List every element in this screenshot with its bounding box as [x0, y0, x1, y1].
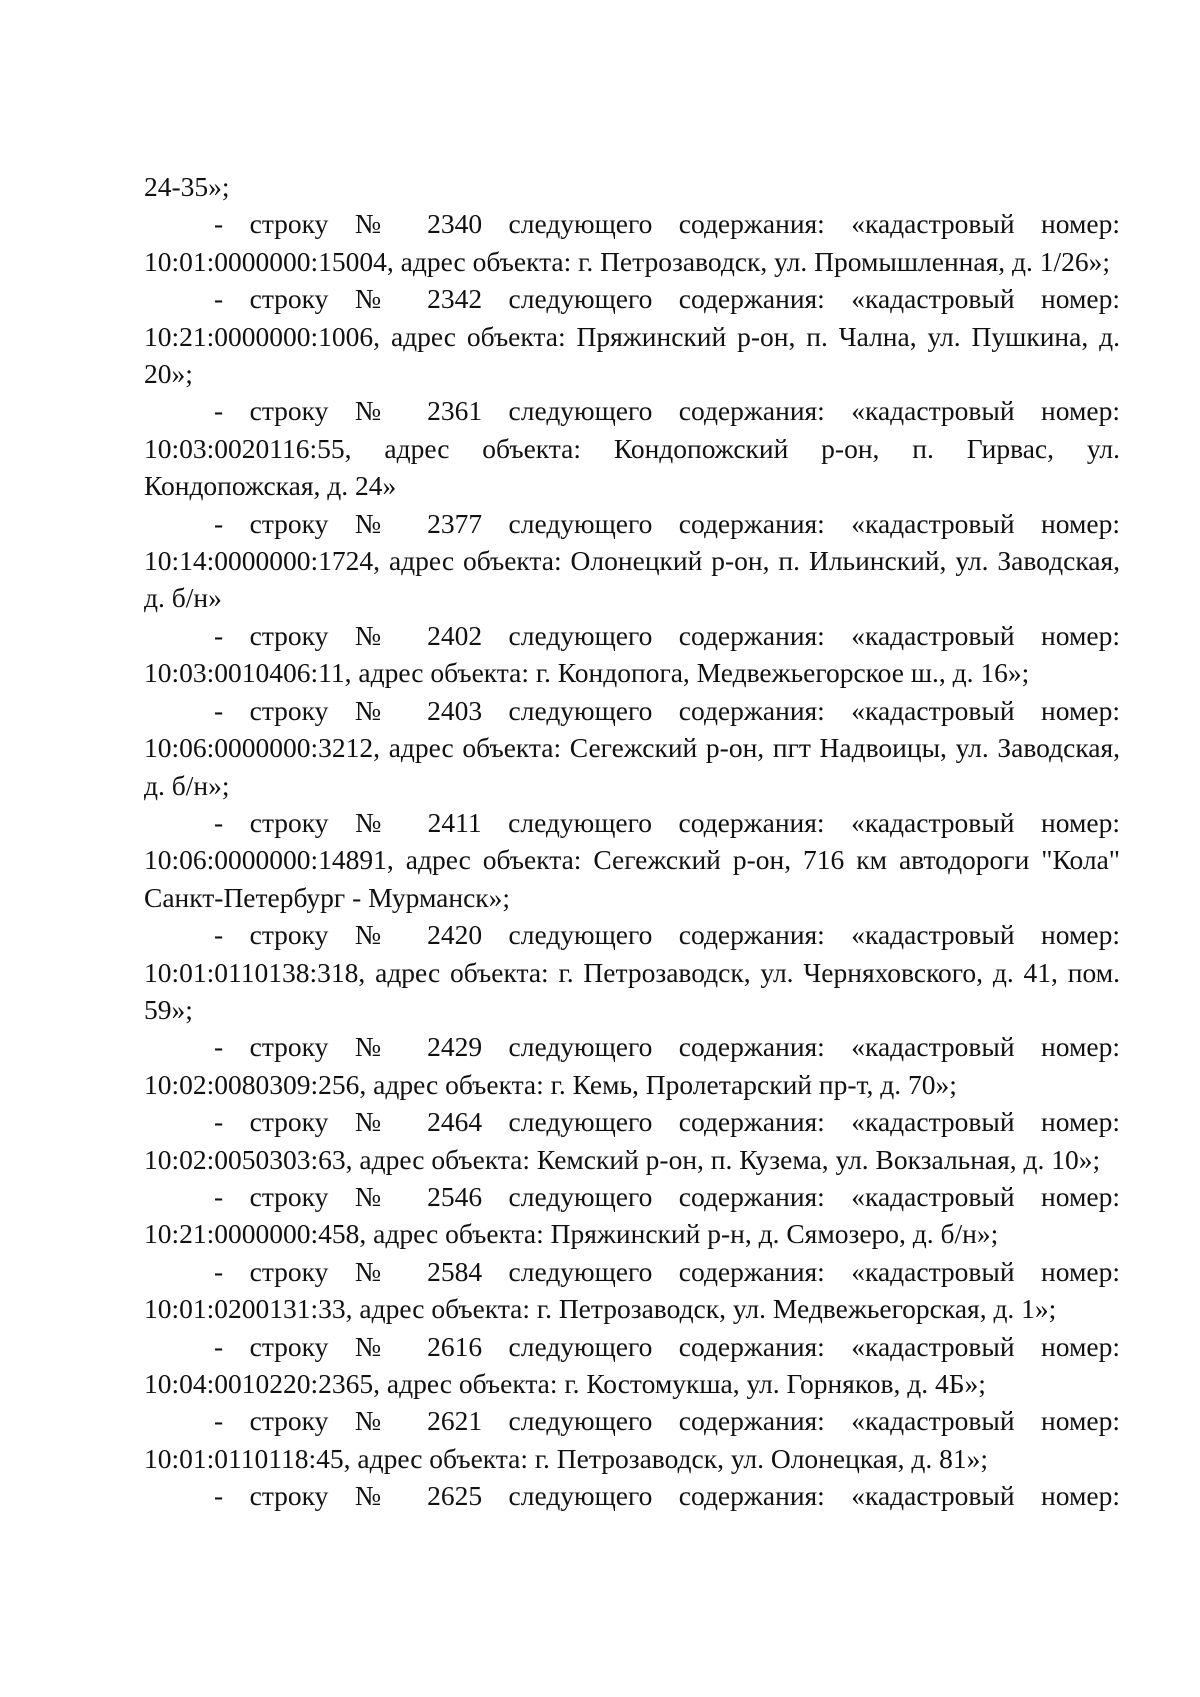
paragraph-row-2411: - строку № 2411 следующего содержания: «кадастровый номер: 10:06:0000000:14891, адрес объекта: Сегежский р-он, 716 км автодороги "Кола" Санкт-Петербург - Мурманск»; — [144, 806, 1120, 913]
paragraph-row-2403: - строку № 2403 следующего содержания: «кадастровый номер: 10:06:0000000:3212, адрес объекта: Сегежский р-он, пгт Надвоицы, ул. Заводская, д. б/н»; — [144, 694, 1120, 801]
paragraph-row-2616: - строку № 2616 следующего содержания: «кадастровый номер: 10:04:0010220:2365, адрес объекта: г. Костомукша, ул. Горняков, д. 4Б»; — [144, 1330, 1120, 1399]
paragraph-row-2464: - строку № 2464 следующего содержания: «кадастровый номер: 10:02:0050303:63, адрес объекта: Кемский р-он, п. Кузема, ул. Вокзальная, д. 10»; — [144, 1106, 1120, 1175]
continuation-line: 24-35»; — [144, 171, 230, 202]
paragraph-row-2361: - строку № 2361 следующего содержания: «кадастровый номер: 10:03:0020116:55, адрес объекта: Кондопожский р-он, п. Гирвас, ул. Кондопожская, д. 24» — [144, 395, 1120, 502]
paragraph-row-2340: - строку № 2340 следующего содержания: «кадастровый номер: 10:01:0000000:15004, адрес объекта: г. Петрозаводск, ул. Промышленная, д. 1/26»; — [144, 208, 1120, 277]
paragraph-row-2420: - строку № 2420 следующего содержания: «кадастровый номер: 10:01:0110138:318, адрес объекта: г. Петрозаводск, ул. Черняховского, д. 41, пом. 59»; — [144, 919, 1120, 1025]
paragraph-row-2377: - строку № 2377 следующего содержания: «кадастровый номер: 10:14:0000000:1724, адрес объекта: Олонецкий р-он, п. Ильинский, ул. Заводская, д. б/н» — [144, 507, 1120, 614]
paragraph-row-2546: - строку № 2546 следующего содержания: «кадастровый номер: 10:21:0000000:458, адрес объекта: Пряжинский р-н, д. Сямозеро, д. б/н»; — [144, 1180, 1120, 1250]
paragraph-row-2429: - строку № 2429 следующего содержания: «кадастровый номер: 10:02:0080309:256, адрес объекта: г. Кемь, Пролетарский пр-т, д. 70»; — [144, 1031, 1120, 1100]
document-page — [144, 168, 1120, 1515]
paragraph-row-2625: - строку № 2625 следующего содержания: «кадастровый номер: — [214, 1480, 1120, 1512]
paragraph-row-2584: - строку № 2584 следующего содержания: «кадастровый номер: 10:01:0200131:33, адрес объекта: г. Петрозаводск, ул. Медвежьегорская, д. 1»; — [144, 1255, 1120, 1325]
paragraph-row-2621: - строку № 2621 следующего содержания: «кадастровый номер: 10:01:0110118:45, адрес объекта: г. Петрозаводск, ул. Олонецкая, д. 81»; — [144, 1405, 1120, 1474]
paragraph-row-2342: - строку № 2342 следующего содержания: «кадастровый номер: 10:21:0000000:1006, адрес объекта: Пряжинский р-он, п. Чална, ул. Пушкина, д. 20»; — [144, 283, 1120, 390]
paragraph-row-2402: - строку № 2402 следующего содержания: «кадастровый номер: 10:03:0010406:11, адрес объекта: г. Кондопога, Медвежьегорское ш., д. 16»; — [144, 619, 1120, 689]
